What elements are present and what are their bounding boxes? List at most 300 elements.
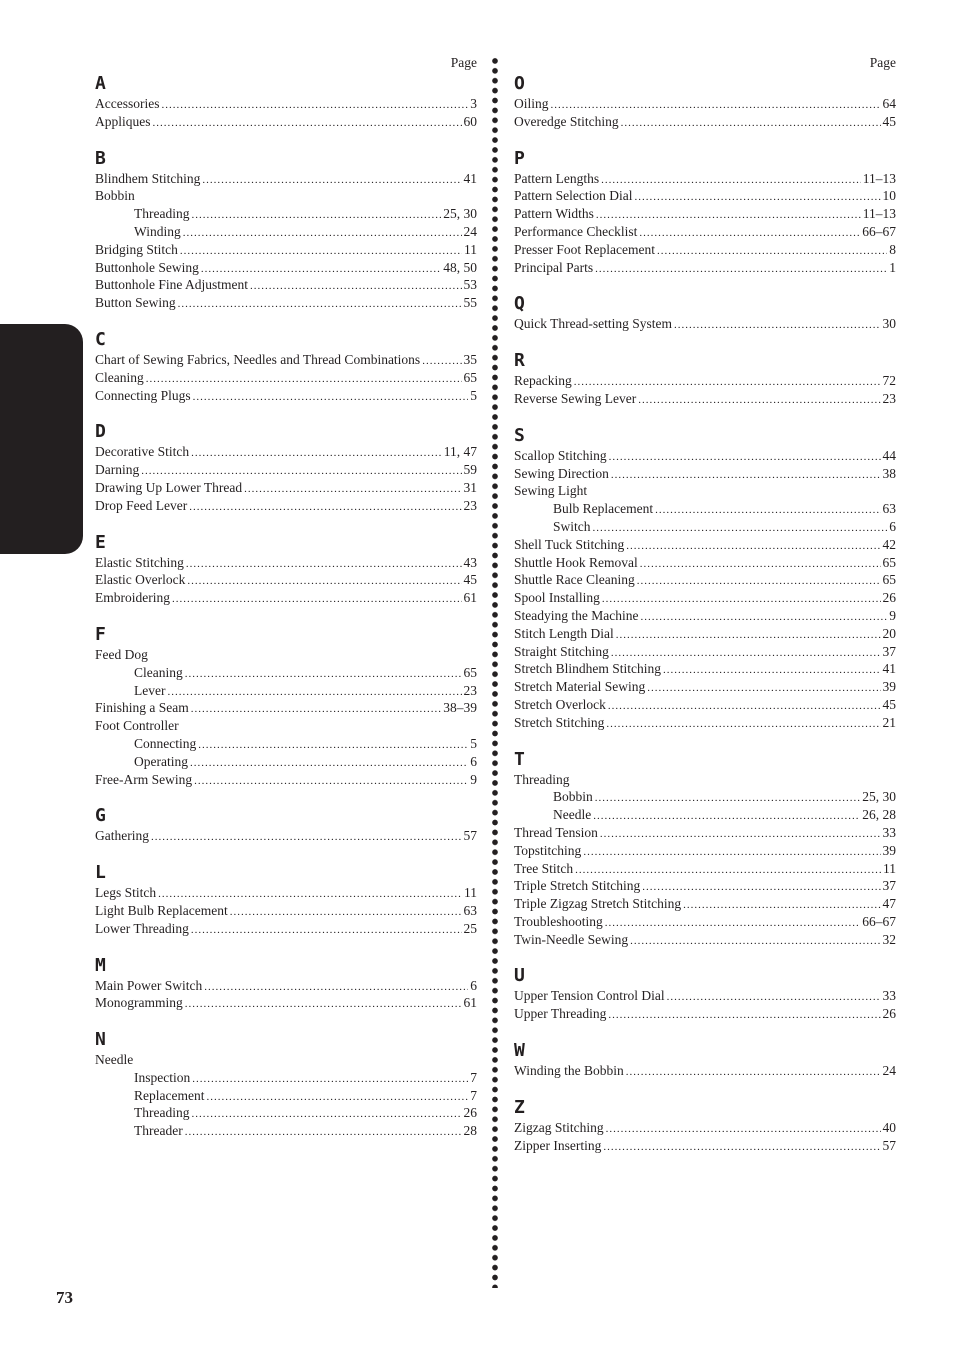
index-column-left [95, 54, 477, 1158]
dot-leader [191, 1106, 461, 1124]
section-letter: P [514, 147, 525, 169]
index-entry [514, 931, 896, 949]
entry-term: Quick Thread-setting System [514, 316, 672, 332]
entry-term: Spool Installing [514, 590, 600, 606]
entry-term: Buttonhole Sewing [95, 259, 199, 275]
entry-term: Sewing Direction [514, 465, 609, 481]
entry-term: Chart of Sewing Fabrics, Needles and Thread Combinations [95, 351, 421, 367]
index-section-m [95, 956, 477, 1013]
section-letter: M [95, 954, 106, 976]
dot-leader [185, 1124, 462, 1142]
entry-page: 63 [463, 902, 477, 918]
entry-term: Triple Stretch Stitching [514, 878, 641, 894]
index-entry [95, 571, 477, 589]
entry-page: 28 [463, 1123, 477, 1139]
dot-leader [193, 389, 469, 407]
entry-term: Threading [514, 771, 570, 787]
section-letter: F [95, 623, 106, 645]
index-entry [514, 465, 896, 483]
entry-page: 9 [889, 607, 896, 623]
entry-term: Shuttle Race Cleaning [514, 572, 635, 588]
entry-term: Bulb Replacement [553, 501, 654, 517]
index-entry [95, 461, 477, 479]
entry-page: 26 [882, 1006, 896, 1022]
index-entry [95, 187, 477, 205]
entry-term: Finishing a Seam [95, 700, 189, 716]
index-entry [514, 678, 896, 696]
page-number: 73 [56, 1288, 73, 1307]
entry-page: 66–67 [862, 223, 896, 239]
dot-leader [244, 481, 461, 499]
section-letter: S [514, 424, 525, 446]
dot-leader [640, 609, 887, 627]
dot-leader [609, 449, 881, 467]
dot-leader [634, 189, 880, 207]
index-column-right [514, 54, 896, 1172]
entry-term: Decorative Stitch [95, 444, 190, 460]
entry-page: 65 [463, 664, 477, 680]
index-entry [514, 589, 896, 607]
index-entry [95, 589, 477, 607]
dot-leader [593, 520, 888, 538]
index-subentry [514, 500, 896, 518]
index-entry [95, 920, 477, 938]
entry-term: Shuttle Hook Removal [514, 554, 638, 570]
dot-leader [606, 1121, 881, 1139]
index-entry [514, 842, 896, 860]
section-letter: Z [514, 1096, 525, 1118]
entry-term: Shell Tuck Stitching [514, 536, 625, 552]
entry-page: 26, 28 [862, 807, 896, 823]
index-entry [95, 294, 477, 312]
entry-page: 41 [882, 661, 896, 677]
dot-leader [230, 904, 462, 922]
entry-term: Switch [553, 518, 591, 534]
section-letter: U [514, 965, 525, 987]
entry-page: 61 [463, 995, 477, 1011]
entry-page: 65 [882, 572, 896, 588]
entry-page: 24 [463, 223, 477, 239]
entry-page: 8 [889, 241, 896, 257]
entry-page: 33 [882, 988, 896, 1004]
index-entry [514, 187, 896, 205]
entry-term: Reverse Sewing Lever [514, 390, 637, 406]
entry-page: 64 [882, 96, 896, 111]
entry-term: Buttonhole Fine Adjustment [95, 277, 249, 293]
entry-term: Blindhem Stitching [95, 170, 201, 186]
entry-page: 39 [882, 842, 896, 858]
entry-term: Sewing Light [514, 483, 588, 499]
dot-leader [640, 556, 881, 574]
entry-page: 30 [882, 316, 896, 332]
dot-leader [180, 243, 462, 261]
entry-term: Cleaning [134, 664, 183, 680]
entry-page: 40 [882, 1119, 896, 1135]
entry-term: Monogramming [95, 995, 183, 1011]
dot-leader [657, 243, 887, 261]
index-entry [95, 827, 477, 845]
section-letter: A [95, 73, 106, 94]
entry-term: Main Power Switch [95, 977, 203, 993]
index-subentry [95, 682, 477, 700]
index-entry [514, 205, 896, 223]
entry-page: 44 [882, 447, 896, 463]
entry-term: Inspection [134, 1069, 191, 1085]
entry-page: 25, 30 [862, 789, 896, 805]
index-entry [95, 497, 477, 515]
index-sections [514, 74, 896, 1154]
entry-term: Winding [134, 223, 181, 239]
entry-term: Thread Tension [514, 824, 598, 840]
index-subentry [95, 735, 477, 753]
dot-leader [608, 698, 881, 716]
dot-leader [202, 172, 461, 190]
entry-term: Bobbin [553, 789, 593, 805]
entry-term: Embroidering [95, 590, 170, 606]
entry-page: 45 [882, 696, 896, 712]
dot-leader [647, 680, 880, 698]
section-letter: L [95, 862, 106, 884]
dot-leader [626, 538, 880, 556]
entry-term: Darning [95, 462, 140, 478]
entry-term: Stretch Overlock [514, 696, 606, 712]
dot-leader [674, 317, 881, 335]
entry-term: Drop Feed Lever [95, 497, 188, 513]
entry-page: 33 [882, 824, 896, 840]
section-letter: G [95, 805, 106, 827]
index-section-w [514, 1041, 896, 1080]
index-entry [514, 1119, 896, 1137]
entry-term: Connecting [134, 735, 197, 751]
entry-term: Legs Stitch [95, 885, 157, 901]
index-entry [514, 913, 896, 931]
entry-page: 57 [882, 1137, 896, 1153]
index-entry [95, 771, 477, 789]
index-entry [95, 369, 477, 387]
entry-page: 55 [463, 295, 477, 311]
entry-term: Pattern Widths [514, 206, 594, 222]
entry-term: Upper Threading [514, 1006, 607, 1022]
index-entry [514, 1137, 896, 1155]
dot-leader [153, 115, 462, 133]
entry-term: Troubleshooting [514, 913, 603, 929]
side-tab-label: INDEX [36, 746, 48, 782]
entry-page: 59 [463, 462, 477, 478]
index-entry [95, 884, 477, 902]
entry-page: 5 [470, 387, 477, 403]
entry-page: 48, 50 [443, 259, 477, 275]
entry-term: Topstitching [514, 842, 582, 858]
index-subentry [95, 664, 477, 682]
index-section-s [514, 426, 896, 732]
index-entry [95, 479, 477, 497]
index-section-d [95, 422, 477, 514]
entry-term: Needle [553, 807, 592, 823]
side-tab-label: ÍNDICE [48, 744, 60, 784]
page-column-header: Page [869, 55, 896, 70]
entry-term: Elastic Stitching [95, 554, 184, 570]
entry-term: Lower Threading [95, 920, 189, 936]
index-entry [514, 824, 896, 842]
section-letter: Q [514, 293, 525, 315]
dot-leader [204, 979, 468, 997]
dot-leader [250, 278, 461, 296]
index-entry [514, 607, 896, 625]
index-entry [514, 696, 896, 714]
dot-leader [183, 225, 462, 243]
index-entry [514, 571, 896, 589]
index-entry [95, 699, 477, 717]
dot-leader [663, 662, 881, 680]
entry-term: Free-Arm Sewing [95, 771, 193, 787]
index-subentry [514, 788, 896, 806]
entry-page: 6 [470, 753, 477, 769]
index-entry [514, 536, 896, 554]
index-subentry [95, 1104, 477, 1122]
index-entry [514, 1062, 896, 1080]
entry-term: Overedge Stitching [514, 113, 619, 129]
section-letter: R [514, 350, 525, 372]
dot-leader [605, 915, 860, 933]
entry-term: Twin-Needle Sewing [514, 931, 629, 947]
index-entry [95, 387, 477, 405]
dot-leader [172, 591, 462, 609]
index-section-g [95, 806, 477, 845]
dot-leader [595, 790, 860, 808]
entry-term: Feed Dog [95, 646, 148, 662]
entry-page: 47 [882, 896, 896, 912]
index-entry [514, 113, 896, 131]
index-subentry [95, 1122, 477, 1140]
dot-leader [603, 1139, 880, 1157]
entry-term: Threading [134, 1105, 190, 1121]
index-entry [514, 372, 896, 390]
index-entry [95, 1051, 477, 1069]
entry-term: Threader [134, 1123, 183, 1139]
dot-leader [595, 261, 887, 279]
index-entry [95, 646, 477, 664]
entry-term: Tree Stitch [514, 860, 574, 876]
entry-page: 7 [470, 1069, 477, 1085]
section-letter: W [514, 1040, 525, 1062]
entry-term: Triple Zigzag Stretch Stitching [514, 896, 682, 912]
dot-leader [621, 115, 881, 133]
index-section-f [95, 625, 477, 788]
index-entry [514, 390, 896, 408]
entry-page: 25, 30 [443, 206, 477, 222]
dot-leader [191, 445, 442, 463]
entry-page: 66–67 [862, 913, 896, 929]
index-subentry [95, 1069, 477, 1087]
dot-leader [151, 829, 462, 847]
entry-page: 60 [463, 113, 477, 129]
dot-leader [185, 666, 462, 684]
entry-term: Upper Tension Control Dial [514, 988, 665, 1004]
index-entry [95, 902, 477, 920]
index-entry [514, 223, 896, 241]
entry-page: 10 [882, 188, 896, 204]
index-entry [95, 554, 477, 572]
index-entry [514, 771, 896, 789]
entry-term: Connecting Plugs [95, 387, 191, 403]
entry-page: 21 [882, 714, 896, 730]
entry-term: Cleaning [95, 369, 144, 385]
dot-leader [638, 392, 880, 410]
entry-term: Straight Stitching [514, 643, 609, 659]
page-column-header: Page [450, 55, 477, 70]
entry-term: Gathering [95, 828, 149, 844]
index-section-q [514, 294, 896, 333]
entry-page: 53 [463, 277, 477, 293]
entry-page: 7 [470, 1087, 477, 1103]
dot-leader [601, 172, 861, 190]
dot-leader [178, 296, 462, 314]
index-entry [514, 170, 896, 188]
index-entry [514, 625, 896, 643]
dot-leader [185, 996, 462, 1014]
entry-page: 1 [889, 259, 896, 275]
dot-leader [683, 897, 880, 915]
entry-page: 9 [470, 771, 477, 787]
entry-term: Zigzag Stitching [514, 1119, 604, 1135]
entry-page: 63 [882, 501, 896, 517]
entry-term: Bridging Stitch [95, 241, 178, 257]
entry-page: 11 [464, 885, 477, 901]
entry-term: Pattern Lengths [514, 170, 600, 186]
dot-leader [206, 1089, 468, 1107]
side-tab-labels [36, 744, 72, 784]
dot-leader [630, 933, 880, 951]
index-sections [95, 74, 477, 1140]
index-section-p [514, 149, 896, 277]
entry-term: Performance Checklist [514, 223, 638, 239]
index-entry [95, 276, 477, 294]
dot-leader [602, 591, 881, 609]
entry-term: Threading [134, 206, 190, 222]
index-entry [514, 987, 896, 1005]
entry-page: 6 [889, 518, 896, 534]
section-letter: T [514, 748, 525, 770]
index-section-l [95, 863, 477, 937]
entry-page: 35 [463, 351, 477, 367]
index-entry [95, 170, 477, 188]
index-entry [95, 717, 477, 735]
index-entry [514, 241, 896, 259]
entry-page: 37 [882, 878, 896, 894]
entry-term: Pattern Selection Dial [514, 188, 633, 204]
index-entry [514, 860, 896, 878]
index-subentry [95, 753, 477, 771]
entry-term: Oiling [514, 96, 549, 111]
entry-page: 11 [464, 241, 477, 257]
index-entry [514, 482, 896, 500]
index-entry [514, 1005, 896, 1023]
index-entry [514, 95, 896, 113]
index-entry [95, 977, 477, 995]
index-section-c [95, 330, 477, 404]
dot-leader [639, 225, 860, 243]
dot-leader [167, 684, 461, 702]
dot-leader [667, 989, 881, 1007]
dot-leader [191, 701, 442, 719]
dot-leader [593, 808, 860, 826]
section-letter: E [95, 531, 106, 553]
entry-term: Operating [134, 753, 188, 769]
dot-leader [616, 627, 881, 645]
entry-page: 11, 47 [443, 444, 477, 460]
index-subentry [95, 223, 477, 241]
entry-term: Accessories [95, 96, 160, 111]
dot-leader [608, 1007, 880, 1025]
entry-term: Principal Parts [514, 259, 594, 275]
index-section-a [95, 74, 477, 131]
index-subentry [95, 205, 477, 223]
entry-page: 65 [463, 369, 477, 385]
entry-page: 23 [463, 497, 477, 513]
entry-term: Stretch Material Sewing [514, 679, 646, 695]
index-entry [95, 443, 477, 461]
dot-leader [191, 922, 462, 940]
index-entry [514, 877, 896, 895]
entry-term: Lever [134, 682, 166, 698]
dot-leader [198, 737, 468, 755]
entry-term: Stitch Length Dial [514, 625, 614, 641]
entry-page: 61 [463, 590, 477, 606]
entry-page: 11–13 [862, 206, 896, 222]
entry-term: Presser Foot Replacement [514, 241, 655, 257]
index-entry [514, 895, 896, 913]
entry-term: Scallop Stitching [514, 447, 607, 463]
index-section-t [514, 750, 896, 949]
dot-leader [192, 1071, 468, 1089]
entry-term: Zipper Inserting [514, 1137, 602, 1153]
entry-page: 24 [882, 1063, 896, 1079]
entry-page: 72 [882, 373, 896, 389]
index-section-e [95, 533, 477, 607]
entry-page: 43 [463, 554, 477, 570]
dotted-column-divider [490, 56, 500, 1288]
entry-term: Foot Controller [95, 718, 179, 734]
section-letter: N [95, 1029, 106, 1051]
index-subentry [514, 806, 896, 824]
entry-page: 38 [882, 465, 896, 481]
entry-term: Bobbin [95, 188, 135, 204]
entry-term: Light Bulb Replacement [95, 902, 228, 918]
index-entry [514, 259, 896, 277]
entry-page: 5 [470, 735, 477, 751]
entry-page: 25 [463, 920, 477, 936]
dot-leader [583, 844, 880, 862]
dot-leader [161, 97, 468, 115]
entry-term: Stretch Stitching [514, 714, 605, 730]
section-letter: D [95, 421, 106, 443]
index-entry [95, 259, 477, 277]
entry-page: 45 [882, 113, 896, 129]
entry-page: 11 [883, 860, 896, 876]
side-tab-label: INDEX [60, 746, 72, 782]
dot-leader [194, 773, 468, 791]
index-section-n [95, 1030, 477, 1140]
index-entry [95, 241, 477, 259]
entry-page: 6 [470, 977, 477, 993]
index-subentry [95, 1087, 477, 1105]
index-entry [95, 994, 477, 1012]
index-entry [514, 447, 896, 465]
index-entry [95, 95, 477, 113]
entry-term: Elastic Overlock [95, 572, 186, 588]
side-tab [0, 324, 83, 784]
entry-term: Stretch Blindhem Stitching [514, 661, 661, 677]
